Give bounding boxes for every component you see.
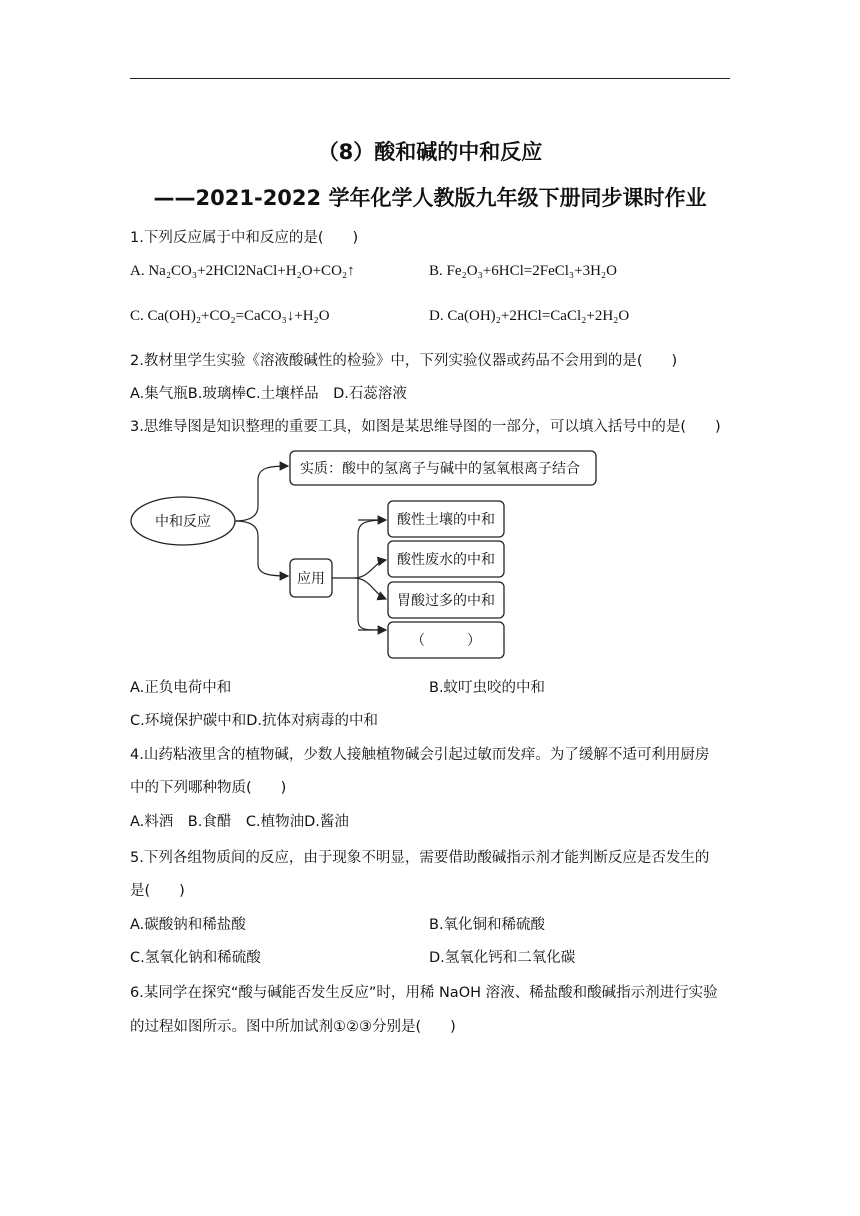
- question-5-stem-line1: 5.下列各组物质间的反应，由于现象不明显，需要借助酸碱指示剂才能判断反应是否发生的: [130, 850, 710, 866]
- root-node-label: 中和反应: [155, 514, 211, 530]
- application-node-label: 应用: [297, 571, 325, 587]
- q5-option-c: C.氢氧化钠和稀硫酸: [130, 950, 261, 966]
- question-6-stem-line2: 的过程如图所示。图中所加试剂①②③分别是( ): [130, 1019, 456, 1035]
- question-2-stem: 2.教材里学生实验《溶液酸碱性的检验》中，下列实验仪器或药品不会用到的是( ): [130, 353, 678, 369]
- mindmap-item-label: 酸性土壤的中和: [397, 512, 495, 528]
- header-rule: [130, 78, 730, 79]
- q3-option-a: A.正负电荷中和: [130, 680, 232, 696]
- q1-option-d: D. Ca(OH)₂+2HCl=CaCl₂+2H₂O: [429, 308, 630, 324]
- mindmap-blank-label: （ ）: [411, 633, 481, 649]
- q3-option-b: B.蚊叮虫咬的中和: [429, 680, 546, 696]
- page-title: （8）酸和碱的中和反应: [317, 140, 543, 164]
- q1-option-b: B. Fe₂O₃+6HCl=2FeCl₃+3H₂O: [429, 263, 617, 279]
- mindmap-item-label: 胃酸过多的中和: [397, 593, 495, 609]
- mind-map-diagram: [130, 450, 610, 662]
- q1-option-c: C. Ca(OH)₂+CO₂=CaCO₃↓+H₂O: [130, 308, 330, 324]
- page-subtitle: ——2021-2022 学年化学人教版九年级下册同步课时作业: [153, 186, 707, 210]
- question-6-stem-line1: 6.某同学在探究“酸与碱能否发生反应”时，用稀 NaOH 溶液、稀盐酸和酸碱指示剂进行实验: [130, 985, 718, 1001]
- q2-options: A.集气瓶B.玻璃棒C.土壤样品 D.石蕊溶液: [130, 386, 407, 402]
- q1-option-a: A. Na₂CO₃+2HCl2NaCl+H₂O+CO₂↑: [130, 263, 355, 279]
- question-1-stem: 1.下列反应属于中和反应的是( ): [130, 230, 359, 246]
- question-5-stem-line2: 是( ): [130, 883, 185, 899]
- question-3-stem: 3.思维导图是知识整理的重要工具，如图是某思维导图的一部分，可以填入括号中的是( ): [130, 419, 721, 435]
- essence-node-label: 实质：酸中的氢离子与碱中的氢氧根离子结合: [300, 461, 580, 477]
- q3-options-cd: C.环境保护碳中和D.抗体对病毒的中和: [130, 713, 379, 729]
- q4-options: A.料酒 B.食醋 C.植物油D.酱油: [130, 814, 349, 830]
- q5-option-d: D.氢氧化钙和二氧化碳: [429, 950, 576, 966]
- question-4-stem-line1: 4.山药粘液里含的植物碱，少数人接触植物碱会引起过敏而发痒。为了缓解不适可利用厨房: [130, 747, 710, 763]
- q5-option-a: A.碳酸钠和稀盐酸: [130, 917, 246, 933]
- q5-option-b: B.氧化铜和稀硫酸: [429, 917, 546, 933]
- question-4-stem-line2: 中的下列哪种物质( ): [130, 780, 287, 796]
- mindmap-item-label: 酸性废水的中和: [397, 552, 495, 568]
